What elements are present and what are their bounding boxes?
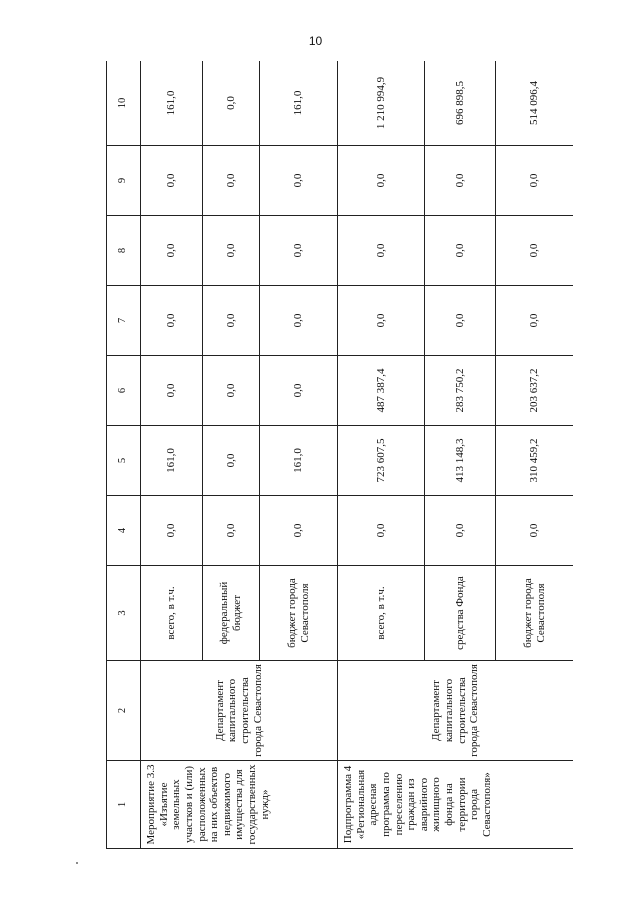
value-cell: 0,0	[338, 216, 425, 286]
total-cell: 696 898,5	[425, 61, 496, 146]
table-row	[141, 61, 203, 849]
header-cell: 3	[107, 566, 141, 661]
funding-source-cell: федеральный бюджет	[203, 566, 260, 661]
value-cell: 161,0	[260, 426, 338, 496]
header-cell: 2	[107, 661, 141, 761]
value-cell: 0,0	[203, 426, 260, 496]
funding-source-cell: всего, в т.ч.	[141, 566, 203, 661]
funding-source-cell: бюджет города Севастополя	[260, 566, 338, 661]
value-cell: 0,0	[141, 146, 203, 216]
total-cell: 161,0	[260, 61, 338, 146]
value-cell: 0,0	[260, 286, 338, 356]
value-cell: 203 637,2	[496, 356, 574, 426]
value-cell: 310 459,2	[496, 426, 574, 496]
total-cell: 1 210 994,9	[338, 61, 425, 146]
value-cell: 0,0	[260, 496, 338, 566]
budget-table	[106, 61, 573, 849]
rotated-table-container	[106, 61, 573, 849]
header-cell: 6	[107, 356, 141, 426]
value-cell: 0,0	[496, 146, 574, 216]
value-cell: 0,0	[203, 286, 260, 356]
value-cell: 0,0	[141, 496, 203, 566]
total-cell: 514 096,4	[496, 61, 574, 146]
value-cell: 0,0	[496, 286, 574, 356]
department-cell: Департамент капитального строительства города Севастополя	[141, 661, 338, 761]
value-cell: 723 607,5	[338, 426, 425, 496]
header-cell: 4	[107, 496, 141, 566]
total-cell: 0,0	[203, 61, 260, 146]
value-cell: 0,0	[203, 356, 260, 426]
scan-speck	[76, 862, 78, 864]
value-cell: 0,0	[496, 496, 574, 566]
funding-source-cell: всего, в т.ч.	[338, 566, 425, 661]
total-cell: 161,0	[141, 61, 203, 146]
value-cell: 0,0	[425, 146, 496, 216]
value-cell: 283 750,2	[425, 356, 496, 426]
rotated-table	[106, 61, 573, 849]
header-cell: 5	[107, 426, 141, 496]
value-cell: 413 148,3	[425, 426, 496, 496]
header-cell: 7	[107, 286, 141, 356]
funding-source-cell: средства Фонда	[425, 566, 496, 661]
header-cell: 8	[107, 216, 141, 286]
value-cell: 487 387,4	[338, 356, 425, 426]
value-cell: 0,0	[425, 286, 496, 356]
value-cell: 0,0	[496, 216, 574, 286]
value-cell: 0,0	[203, 216, 260, 286]
program-name-cell: Мероприятие 3.3 «Изъятие земельных участков и (или) расположенных на них объектов недвижимого имущества для государственных нужд»	[141, 761, 338, 849]
table-row	[338, 61, 425, 849]
value-cell: 0,0	[203, 146, 260, 216]
value-cell: 0,0	[141, 356, 203, 426]
header-cell: 9	[107, 146, 141, 216]
value-cell: 0,0	[141, 216, 203, 286]
value-cell: 0,0	[425, 216, 496, 286]
value-cell: 0,0	[338, 496, 425, 566]
department-cell: Департамент капитального строительства города Севастополя	[338, 661, 574, 761]
header-cell: 1	[107, 761, 141, 849]
funding-source-cell: бюджет города Севастополя	[496, 566, 574, 661]
value-cell: 0,0	[338, 146, 425, 216]
value-cell: 0,0	[425, 496, 496, 566]
value-cell: 0,0	[338, 286, 425, 356]
value-cell: 161,0	[141, 426, 203, 496]
value-cell: 0,0	[260, 356, 338, 426]
value-cell: 0,0	[260, 146, 338, 216]
header-cell: 10	[107, 61, 141, 146]
page-number: 10	[308, 34, 323, 48]
value-cell: 0,0	[260, 216, 338, 286]
program-name-cell: Подпрограмма 4 «Региональная адресная программа по переселению граждан из аварийного жилищного фонда на территории города Севастополя»	[338, 761, 574, 849]
header-row	[107, 61, 141, 849]
value-cell: 0,0	[203, 496, 260, 566]
value-cell: 0,0	[141, 286, 203, 356]
